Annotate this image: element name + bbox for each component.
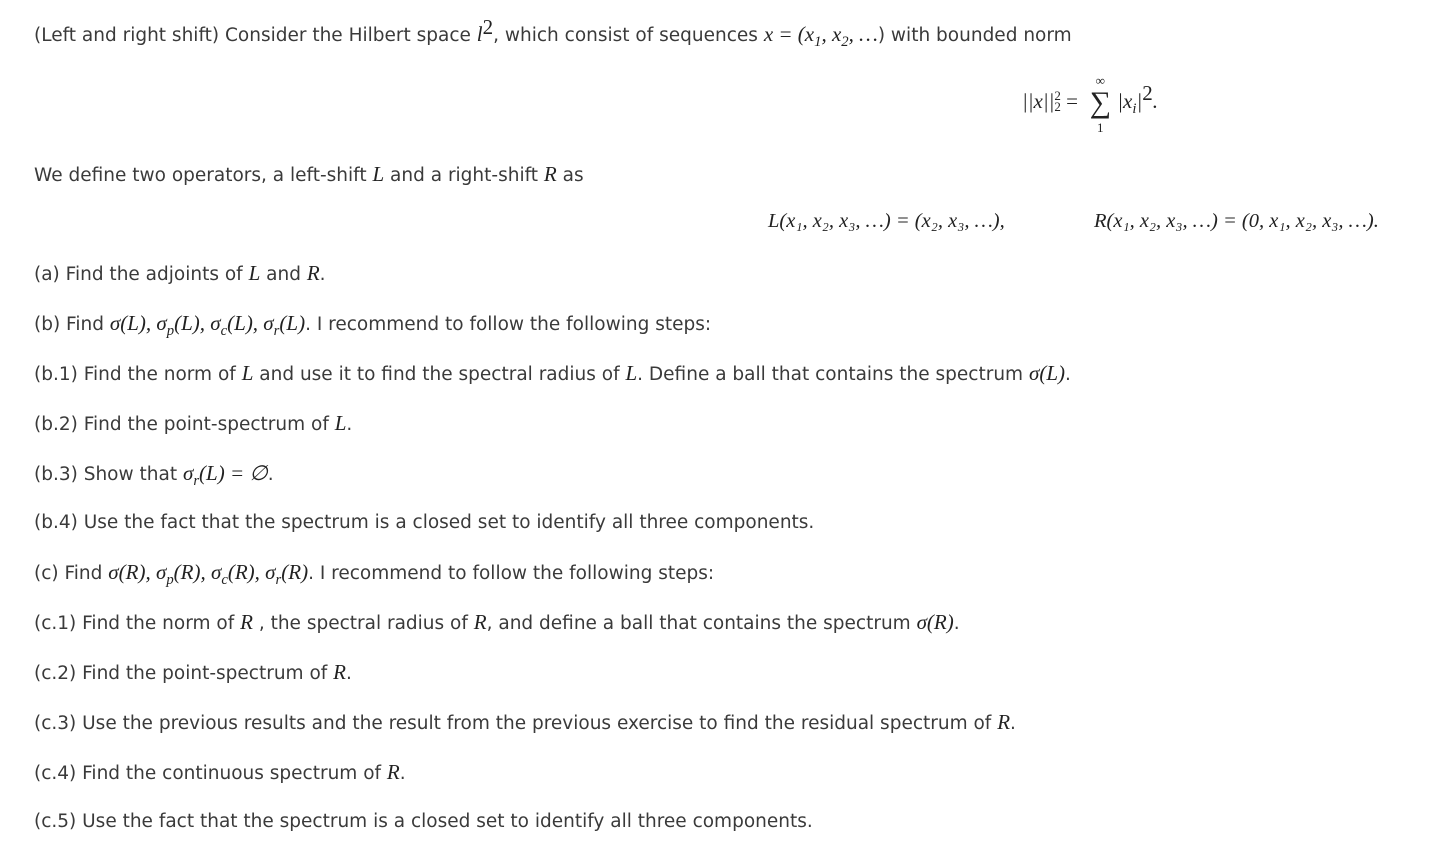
intro-line [34,14,1072,51]
intro-text-2: , which consist of sequences [493,25,764,46]
define-line: We define two operators, a left-shift L and a right-shift R as [34,162,584,186]
hilbert-space-exponent: 2 [482,14,494,39]
sequence-expression: $x = (x_1$, $x_2$, … [763,22,878,51]
item-b1: (b.1) Find the norm of L and use it to find the spectral radius of L. Define a ball that contains the spectrum σ(L). [34,361,1071,385]
item-b3: (b.3) Show that $\sigma_r(L)$ = ∅. [34,461,274,490]
item-a: (a) Find the adjoints of L and R. [34,261,326,285]
norm-term: $|x_i|^2$. [1117,80,1158,117]
item-c4: (c.4) Find the continuous spectrum of R. [34,760,406,784]
item-b: (b) Find σ(L), $\sigma_p(L)$, $\sigma_c(L)$, $\sigma_r(L)$. I recommend to follow the following steps: [34,311,712,340]
item-c1: (c.1) Find the norm of R , the spectral radius of R, and define a ball that contains the spectrum σ(R). [34,610,960,634]
item-b4: (b.4) Use the fact that the spectrum is a closed set to identify all three components. [34,512,815,533]
intro-text-3: ) with bounded norm [877,25,1072,46]
summation: ∞ ∑ 1 [1089,73,1111,135]
norm-lhs: ||x|| [1022,88,1055,113]
intro-text-1: (Left and right shift) Consider the Hilbert space [34,25,477,46]
norm-equals: = [1060,88,1084,113]
right-shift-equation: R(x₁, x₂, x₃, …) = (0, x₁, x₂, x₃, …). [1094,210,1379,232]
item-c5: (c.5) Use the fact that the spectrum is a closed set to identify all three components. [34,811,813,832]
hilbert-space-symbol: l [476,22,483,46]
item-c3: (c.3) Use the previous results and the result from the previous exercise to find the residual spectrum of R. [34,710,1016,734]
left-shift-equation: L(x₁, x₂, x₃, …) = (x₂, x₃, …), [768,210,1005,232]
left-shift-symbol: L [372,162,385,186]
right-shift-symbol: R [543,162,557,186]
norm-equation: ||x|| 2 2 = ∞ ∑ 1 $|x_i|^2$. [1022,73,1158,135]
item-c2: (c.2) Find the point-spectrum of R. [34,660,352,684]
item-b2: (b.2) Find the point-spectrum of L. [34,411,353,435]
item-c: (c) Find σ(R), $\sigma_p(R)$, $\sigma_c(R)$, $\sigma_r(R)$. I recommend to follow the following steps: [34,560,715,589]
